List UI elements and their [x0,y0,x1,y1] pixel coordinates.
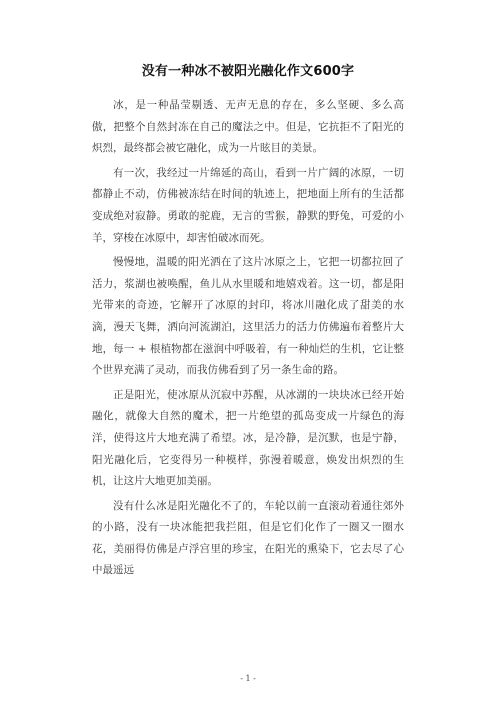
paragraph-4: 正是阳光，使冰原从沉寂中苏醒，从冰湖的一块块冰已经开始融化，就像大自然的魔术，把一片绝望的孤岛变成一片绿色的海洋，使得这片大地充满了希望。冰，是冷静，是沉默，也是宁静，阳光融化后，它变得另一种模样，弥漫着暖意，焕发出炽烈的生机，让这片大地更加美丽。 [92,388,404,488]
document-title: 没有一种冰不被阳光融化作文600字 [141,64,355,79]
paragraph-2: 有一次，我经过一片绵延的高山，看到一片广阔的冰原，一切都静止不动，仿佛被冻结在时间的轨迹上，把地面上所有的生活都变成绝对寂静。勇敢的驼鹿，无言的雪猴，静默的野兔，可爱的小羊，穿梭在冰原中，却害怕破冰而死。 [92,166,404,244]
paragraph-5: 没有什么冰是阳光融化不了的，车轮以前一直滚动着通往郊外的小路，没有一块冰能把我拦阻，但是它们化作了一圈又一圈水花，美丽得仿佛是卢浮宫里的珍宝，在阳光的熏染下，它去尽了心中最遥远 [92,499,404,577]
paragraph-3: 慢慢地，温暖的阳光洒在了这片冰原之上，它把一切都拉回了活力，浆湖也被唤醒，鱼儿从水里暖和地嬉戏着。这一切，都是阳光带来的奇迹，它解开了冰原的封印，将冰川融化成了甜美的水滴，漫天飞舞，洒向河流湖泊，这里活力的活力仿佛遍布着整片大地，每一 + 根植物都在滋润中呼吸着，有一种灿烂的生机，它让整个世界充满了灵动，而我仿佛看到了另一条生命的路。 [92,256,404,377]
document-body [92,95,404,585]
page-number: - 1 - [240,674,256,683]
paragraph-1: 冰，是一种晶莹剔透、无声无息的存在，多么坚硬、多么高傲，把整个自然封冻在自己的魔法之中。但是，它抗拒不了阳光的炽烈，最终都会被它融化，成为一片眩目的美景。 [92,99,404,155]
